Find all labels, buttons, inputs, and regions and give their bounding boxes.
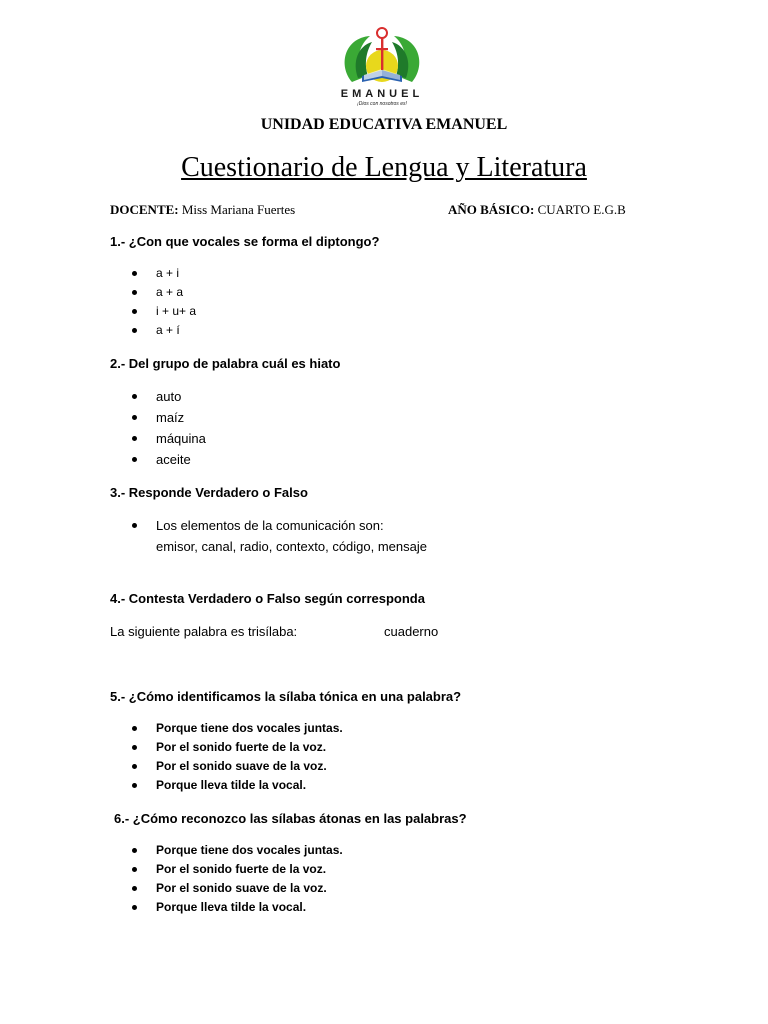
logo-motto: ¡Dios con nosotros es! [357,101,407,107]
option: Por el sonido fuerte de la voz. [130,860,343,879]
option: Por el sonido suave de la voz. [130,879,343,898]
question-2: 2.- Del grupo de palabra cuál es hiato [110,356,341,371]
option: Por el sonido fuerte de la voz. [130,738,343,757]
option: auto [130,386,206,407]
logo-name: EMANUEL [340,88,424,100]
question-4-statement: La siguiente palabra es trisílaba: [110,624,298,639]
grade-label: AÑO BÁSICO: [448,202,535,217]
statement-line-1: Los elementos de la comunicación son: [130,515,384,536]
option: Porque tiene dos vocales juntas. [130,841,343,860]
option: máquina [130,428,206,449]
teacher-name: Miss Mariana Fuertes [181,202,296,217]
question-1: 1.- ¿Con que vocales se forma el diptongo? [110,234,380,249]
option: Porque lleva tilde la vocal. [130,898,343,917]
statement-line-2: emisor, canal, radio, contexto, código, mensaje [156,539,427,554]
page-title: Cuestionario de Lengua y Literatura [181,152,587,183]
question-4-word: cuaderno [384,624,439,639]
question-6: 6.- ¿Cómo reconozco las sílabas átonas en las palabras? [114,811,467,826]
question-3: 3.- Responde Verdadero o Falso [110,485,308,500]
grade-value: CUARTO E.G.B [537,202,626,217]
option: a + í [130,321,196,340]
teacher-line [110,202,295,218]
question-5-options [130,719,343,795]
teacher-label: DOCENTE: [110,202,179,217]
school-logo [338,26,426,110]
option: aceite [130,449,206,470]
question-4: 4.- Contesta Verdadero o Falso según corresponda [110,591,425,606]
option: i + u+ a [130,302,196,321]
question-2-options [130,386,206,470]
question-3-statement [130,515,384,536]
grade-line [448,202,626,218]
option: maíz [130,407,206,428]
school-name: UNIDAD EDUCATIVA EMANUEL [260,116,508,133]
option: Porque lleva tilde la vocal. [130,776,343,795]
question-1-options [130,264,196,340]
option: a + a [130,283,196,302]
option: Por el sonido suave de la voz. [130,757,343,776]
question-6-options [130,841,343,917]
option: Porque tiene dos vocales juntas. [130,719,343,738]
option: a + i [130,264,196,283]
logo-emblem [338,26,426,88]
question-5: 5.- ¿Cómo identificamos la sílaba tónica en una palabra? [110,689,462,704]
